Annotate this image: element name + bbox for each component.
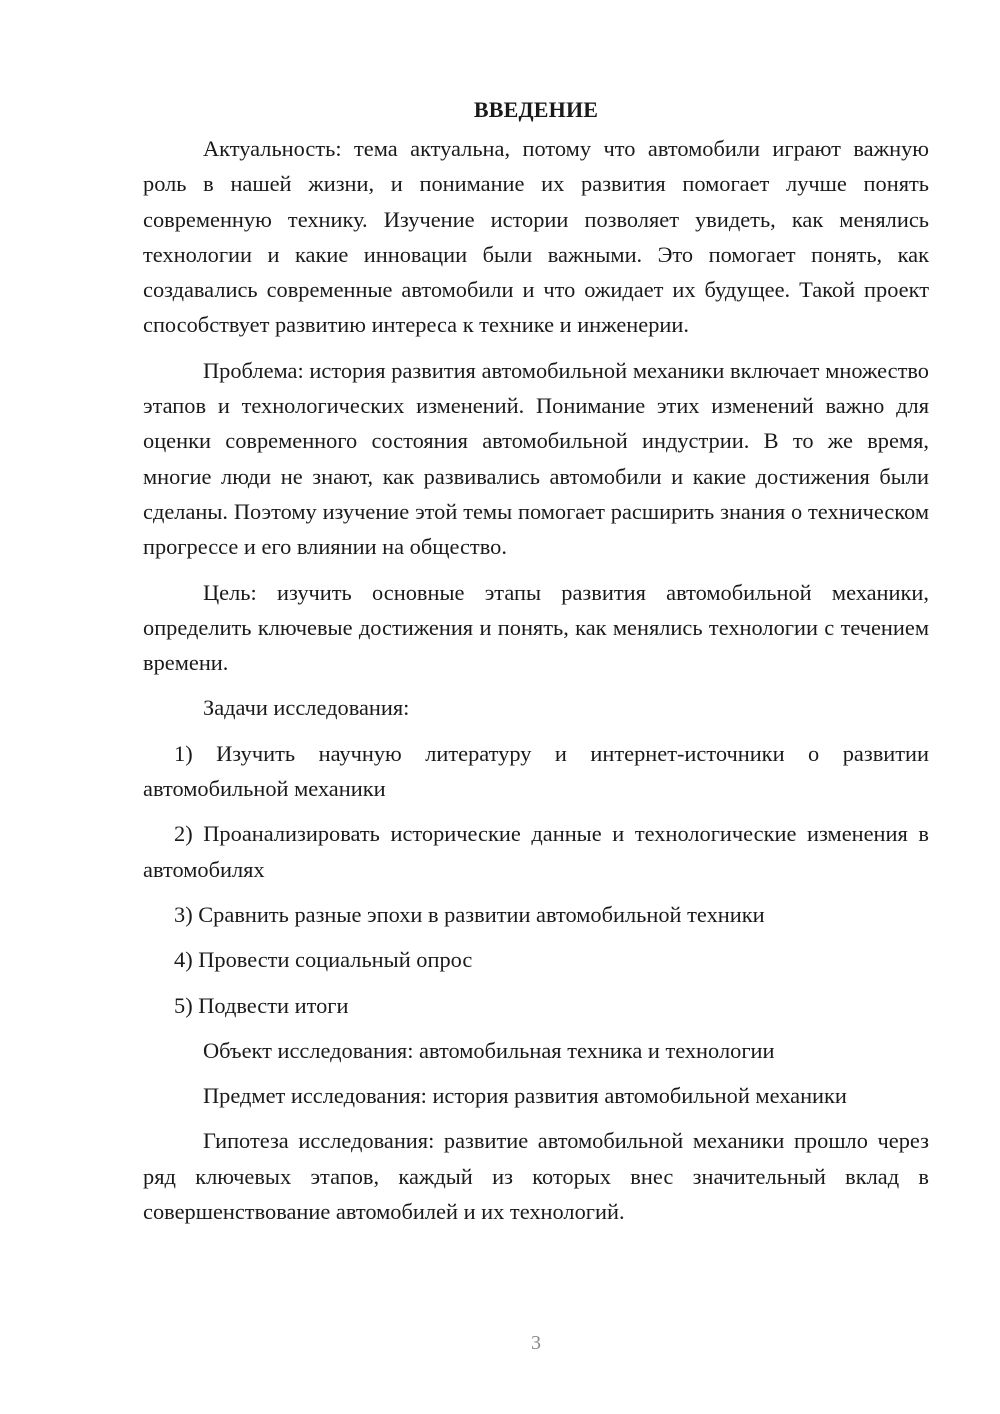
goal-paragraph: Цель: изучить основные этапы развития автомобильной механики, определить ключевые достижения и понять, как менялись технологии с течением времени. — [143, 579, 929, 676]
task-item-4: 4) Провести социальный опрос — [174, 947, 473, 973]
section-title: ВВЕДЕНИЕ — [473, 97, 599, 122]
hypothesis-paragraph: Гипотеза исследования: развитие автомобильной механики прошло через ряд ключевых этапов, каждый из которых внес значительный вклад в совершенствование автомобилей и их технологий. — [143, 1128, 929, 1225]
task-item-2: 2) Проанализировать исторические данные и технологические изменения в автомобилях — [143, 821, 929, 882]
problem-paragraph: Проблема: история развития автомобильной механики включает множество этапов и технологических изменений. Понимание этих изменений важно для оценки современного состояния автомобильной индустрии. В то же время, многие люди не знают, как развивались автомобили и какие достижения были сделаны. Поэтому изучение этой темы помогает расширить знания о техническом прогрессе и его влиянии на общество. — [143, 357, 929, 560]
task-item-5: 5) Подвести итоги — [174, 992, 349, 1018]
relevance-paragraph: Актуальность: тема актуальна, потому что автомобили играют важную роль в нашей жизни, и понимание их развития помогает лучше понять современную технику. Изучение истории позволяет увидеть, как менялись технологии и какие инновации были важными. Это помогает понять, как создавались современные автомобили и что ожидает их будущее. Такой проект способствует развитию интереса к технике и инженерии. — [143, 136, 929, 338]
object-paragraph: Объект исследования: автомобильная техника и технологии — [203, 1037, 775, 1063]
task-item-1: 1) Изучить научную литературу и интернет-источники о развитии автомобильной механики — [143, 740, 929, 802]
task-item-3: 3) Сравнить разные эпохи в развитии автомобильной техники — [174, 901, 765, 927]
document-page — [143, 92, 929, 1239]
tasks-heading: Задачи исследования: — [203, 695, 410, 721]
subject-paragraph: Предмет исследования: история развития автомобильной механики — [203, 1083, 847, 1109]
page-number: 3 — [531, 1332, 541, 1354]
